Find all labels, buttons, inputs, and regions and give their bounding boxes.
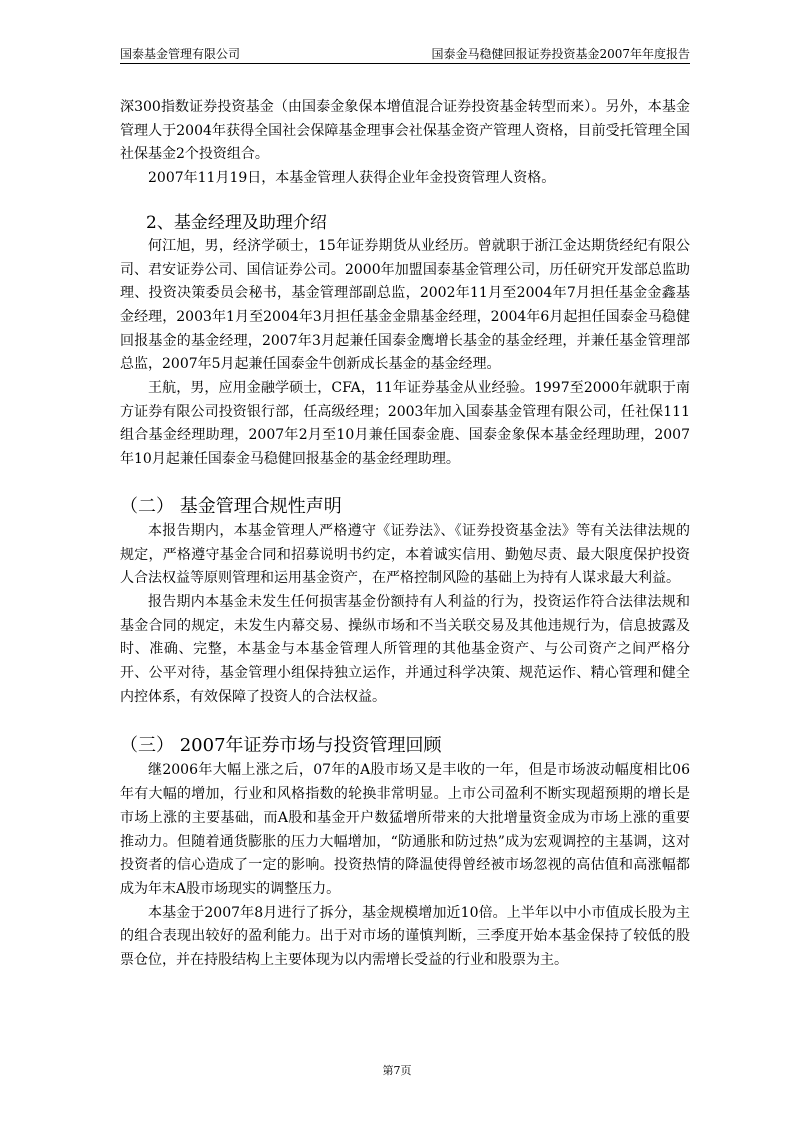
page-header — [120, 45, 690, 64]
page-number: 第7页 — [382, 1064, 412, 1077]
intro-paragraph-1: 深300指数证券投资基金（由国泰金象保本增值混合证券投资基金转型而来）。另外，本基金管理人于2004年获得全国社会保障基金理事会社保基金资产管理人资格，目前受托管理全国社保基金2个投资组合。 — [120, 99, 690, 163]
review-heading: （三） 2007年证券市场与投资管理回顾 — [120, 735, 442, 757]
managers-heading: 2、基金经理及助理介绍 — [146, 212, 327, 233]
page-content — [120, 96, 690, 973]
manager-bio-wang: 王航，男，应用金融学硕士，CFA，11年证券基金从业经验。1997至2000年就职于南方证券有限公司投资银行部，任高级经理；2003年加入国泰基金管理有限公司，任社保111组合基金经理助理，2007年2月至10月兼任国泰金鹿、国泰金象保本基金经理助理，2007年10月起兼任国泰金马稳健回报基金的基金经理助理。 — [120, 380, 690, 468]
review-paragraph-2: 本基金于2007年8月进行了拆分，基金规模增加近10倍。上半年以中小市值成长股为主的组合表现出较好的盈利能力。出于对市场的谨慎判断，三季度开始本基金保持了较低的股票仓位，并在持股结构上主要体现为以内需增长受益的行业和股票为主。 — [120, 904, 690, 969]
compliance-heading: （二） 基金管理合规性声明 — [120, 495, 342, 517]
manager-bio-he: 何江旭，男，经济学硕士，15年证券期货从业经历。曾就职于浙江金达期货经纪有限公司、君安证券公司、国信证券公司。2000年加盟国泰基金管理公司，历任研究开发部总监助理、投资决策委员会秘书，基金管理部副总监，2002年11月至2004年7月担任基金金鑫基金经理，2003年1月至2004年3月担任基金金鼎基金经理，2004年6月起担任国泰金马稳健回报基金的基金经理，2007年3月起兼任国泰金鹰增长基金的基金经理，并兼任基金管理部总监，2007年5月起兼任国泰金牛创新成长基金的基金经理。 — [120, 237, 690, 373]
header-company: 国泰基金管理有限公司 — [120, 47, 241, 61]
intro-paragraph-2: 2007年11月19日，本基金管理人获得企业年金投资管理人资格。 — [148, 170, 556, 187]
review-paragraph-1: 继2006年大幅上涨之后，07年的A股市场又是丰收的一年，但是市场波动幅度相比06年有大幅的增加，行业和风格指数的轮换非常明显。上市公司盈利不断实现超预期的增长是市场上涨的主要基础，而A股和基金开户数猛增所带来的大批增量资金成为市场上涨的重要推动力。但随着通货膨胀的压力大幅增加，“防通胀和防过热”成为宏观调控的主基调，这对投资者的信心造成了一定的影响。投资热情的降温使得曾经被市场忽视的高估值和高涨幅都成为年末A股市场现实的调整压力。 — [120, 762, 690, 897]
header-report-title: 国泰金马稳健回报证券投资基金2007年年度报告 — [431, 47, 690, 61]
compliance-paragraph-2: 报告期内本基金未发生任何损害基金份额持有人利益的行为，投资运作符合法律法规和基金合同的规定，未发生内幕交易、操纵市场和不当关联交易及其他违规行为，信息披露及时、准确、完整，本基金与本基金管理人所管理的其他基金资产、与公司资产之间严格分开、公平对待，基金管理小组保持独立运作，并通过科学决策、规范运作、精心管理和健全内控体系，有效保障了投资人的合法权益。 — [120, 593, 690, 705]
compliance-paragraph-1: 本报告期内，本基金管理人严格遵守《证券法》、《证券投资基金法》等有关法律法规的规定，严格遵守基金合同和招募说明书约定，本着诚实信用、勤勉尽责、最大限度保护投资人合法权益等原则管理和运用基金资产，在严格控制风险的基础上为持有人谋求最大利益。 — [120, 522, 690, 587]
